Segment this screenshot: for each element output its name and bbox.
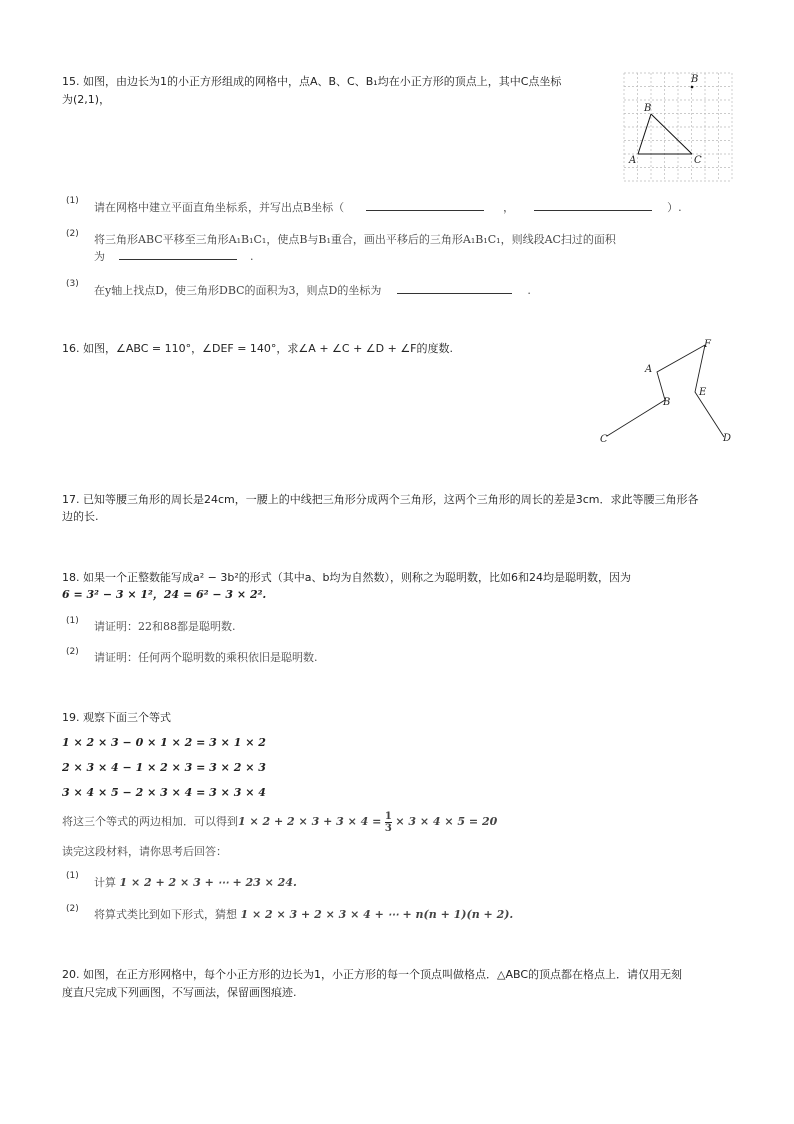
label-c: C [600,434,608,445]
label-e: E [699,387,707,398]
q15-part3-end: . [527,284,531,297]
q15-part2-text: 将三角形ABC平移至三角形A₁B₁C₁，使点B与B₁重合，画出平移后的三角形A₁B₁C₁，则线段AC扫过的面积 [94,233,616,246]
q19-sum-line [62,808,497,836]
q17-stem-line1: 17. 已知等腰三角形的周长是24cm，一腰上的中线把三角形分成两个三角形，这两个三角形的周长的差是3cm．求此等腰三角形各 [62,493,699,506]
label-c: C [694,155,702,166]
q18-part1-number: (1) [66,616,79,626]
q19-part2-expression: 1 × 2 × 3 + 2 × 3 × 4 + ⋯ + n(n + 1)(n + 2). [240,908,514,921]
q15-part2-label: 为 [94,250,105,263]
point-b1 [691,86,694,89]
q16-figure [595,335,740,447]
label-b: B [663,397,671,408]
q19-sum-lhs: 1 × 2 + 2 × 3 + 3 × 4 = [238,815,382,828]
q16-stem: 16. 如图，∠ABC = 110°，∠DEF = 140°，求∠A + ∠C + ∠D + ∠F的度数. [62,342,454,355]
segment-ab [638,114,651,154]
q15-stem-line2: 为(2,1)， [62,93,111,106]
q19-sum-rhs: × 3 × 4 × 5 = 20 [395,815,498,828]
label-d: D [723,433,732,444]
fraction-denominator: 3 [384,822,392,834]
q15-part3-number: (3) [66,279,79,289]
q18-part2-number: (2) [66,647,79,657]
q15-part3-text: 在y轴上找点D，使三角形DBC的面积为3，则点D的坐标为 [94,284,382,297]
q20-stem-line1: 20. 如图，在正方形网格中，每个小正方形的边长为1，小正方形的每一个顶点叫做格点．△ABC的顶点都在格点上．请仅用无刻 [62,968,683,981]
label-a: A [645,364,653,375]
fraction-one-third [385,811,392,834]
q19-part1-label: 计算 [94,876,116,889]
q15-part1-end: ）. [667,201,682,214]
fraction-numerator: 1 [384,810,392,822]
answer-blank-area[interactable] [119,249,237,260]
q18-part1-text: 请证明：22和88都是聪明数. [94,620,236,633]
q15-part1 [94,200,682,215]
q20-stem-line2: 度直尺完成下列画图，不写画法，保留画图痕迹. [62,986,297,999]
label-b1: B [691,74,699,85]
q19-equation-1: 1 × 2 × 3 − 0 × 1 × 2 = 3 × 1 × 2 [62,736,266,749]
q19-part1-number: (1) [66,871,79,881]
q15-part2-line2 [94,249,254,264]
q19-part2-label: 将算式类比到如下形式，猜想 [94,908,237,921]
answer-blank-by[interactable] [534,200,652,211]
q18-part2-text: 请证明：任何两个聪明数的乘积依旧是聪明数. [94,651,318,664]
q15-part1-text: 请在网格中建立平面直角坐标系，并写出点B坐标（ [94,201,345,214]
q15-part2-end: . [250,250,254,263]
q15-grid-figure [622,68,738,186]
q19-title: 19. 观察下面三个等式 [62,711,171,724]
q15-part2-number: (2) [66,229,79,239]
q19-part1 [94,876,297,890]
q18-stem-line1: 18. 如果一个正整数能写成a² − 3b²的形式（其中a、b均为自然数），则称之为聪明数，比如6和24均是聪明数，因为 [62,571,631,584]
q15-part3 [94,283,531,298]
q15-part1-comma: ， [503,201,515,214]
label-a: A [629,155,637,166]
q19-part1-expression: 1 × 2 + 2 × 3 + ⋯ + 23 × 24. [119,876,297,889]
q19-equation-2: 2 × 3 × 4 − 1 × 2 × 3 = 3 × 2 × 3 [62,761,266,774]
segment-bc [651,114,692,154]
q19-part2 [94,908,513,922]
q19-equation-3: 3 × 4 × 5 − 2 × 3 × 4 = 3 × 3 × 4 [62,786,266,799]
q15-stem-line1: 15. 如图，由边长为1的小正方形组成的网格中，点A、B、C、B₁均在小正方形的顶点上，其中C点坐标 [62,75,562,88]
answer-blank-d[interactable] [397,283,512,294]
q18-stem-line2: 6 = 3² − 3 × 1²，24 = 6² − 3 × 2². [62,588,267,601]
q17-stem-line2: 边的长. [62,510,99,523]
q19-sum-text: 将这三个等式的两边相加．可以得到 [62,815,238,828]
q19-read-prompt: 读完这段材料，请你思考后回答： [62,845,227,858]
label-b: B [644,103,652,114]
q15-part1-number: (1) [66,196,79,206]
polyline-fabc [607,345,705,436]
label-f: F [704,339,711,350]
answer-blank-bx[interactable] [366,200,484,211]
q19-part2-number: (2) [66,904,79,914]
